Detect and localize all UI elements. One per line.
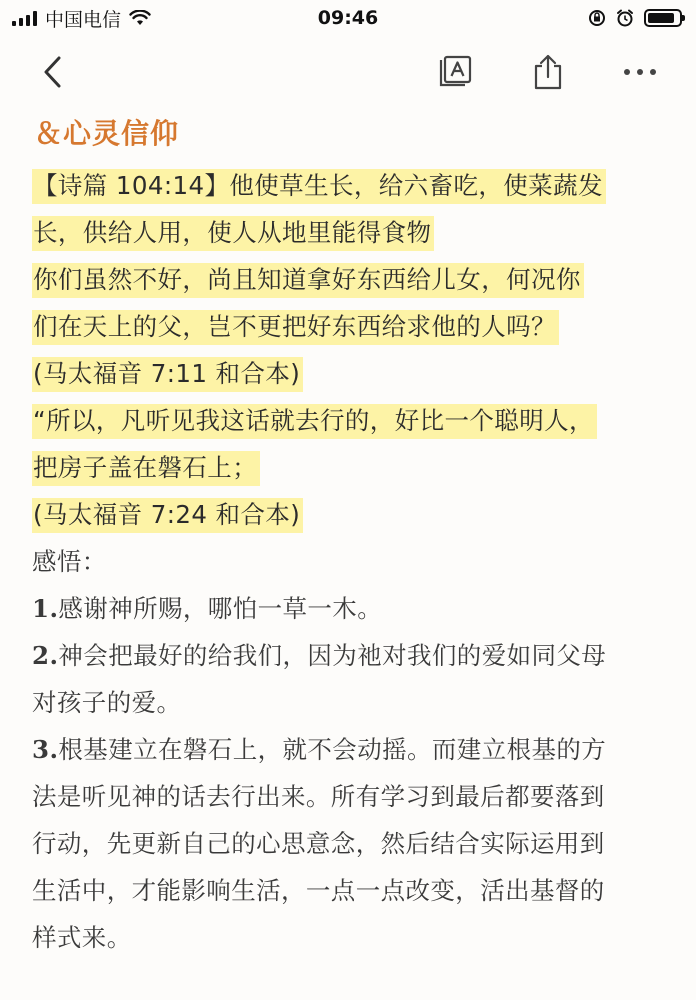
insight-label: 感悟： xyxy=(32,547,107,576)
translate-icon xyxy=(437,54,473,90)
scripture-reference-text: (马太福音 7:24 和合本) xyxy=(32,498,303,533)
point-text: 行动，先更新自己的心思意念，然后结合实际运用到 xyxy=(32,829,605,858)
scripture-line xyxy=(32,162,672,209)
battery-level-fill xyxy=(648,13,674,23)
point-text: 对孩子的爱。 xyxy=(32,688,182,717)
share-button[interactable] xyxy=(526,50,570,94)
more-icon xyxy=(622,67,658,77)
signal-icon xyxy=(12,10,37,26)
status-bar xyxy=(0,0,696,36)
insight-line xyxy=(32,632,672,679)
scripture-line xyxy=(32,397,672,444)
back-button[interactable] xyxy=(30,50,74,94)
insight-line xyxy=(32,585,672,632)
point-number: 3. xyxy=(32,735,59,764)
point-text: 感谢神所赐，哪怕一草一木。 xyxy=(58,594,383,623)
point-number: 1. xyxy=(32,594,59,623)
scripture-reference xyxy=(32,491,672,538)
scripture-line xyxy=(32,209,672,256)
point-text: 样式来。 xyxy=(32,923,132,952)
insight-line xyxy=(32,773,672,820)
scripture-line-text: 你们虽然不好，尚且知道拿好东西给儿女，何况你 xyxy=(32,263,584,298)
point-text: 神会把最好的给我们，因为祂对我们的爱如同父母 xyxy=(58,641,607,670)
insight-line xyxy=(32,820,672,867)
nav-bar xyxy=(0,40,696,102)
clock: 09:46 xyxy=(317,7,379,29)
translate-button[interactable] xyxy=(433,50,477,94)
point-text: 法是听见神的话去行出来。所有学习到最后都要落到 xyxy=(32,782,605,811)
scripture-reference xyxy=(32,350,672,397)
scripture-line xyxy=(32,303,672,350)
more-button[interactable] xyxy=(618,50,662,94)
wifi-icon xyxy=(129,10,151,26)
point-text: 生活中，才能影响生活，一点一点改变，活出基督的 xyxy=(32,876,605,905)
insight-line xyxy=(32,726,672,773)
scripture-reference-text: (马太福音 7:11 和合本) xyxy=(32,357,303,392)
point-text: 根基建立在磐石上，就不会动摇。而建立根基的方 xyxy=(58,735,607,764)
insight-line xyxy=(32,679,672,726)
rotation-lock-icon xyxy=(588,9,606,27)
battery-icon xyxy=(644,9,682,27)
scripture-line-text: 把房子盖在磐石上； xyxy=(32,451,260,486)
insight-line xyxy=(32,914,672,961)
point-number: 2. xyxy=(32,641,59,670)
scripture-line-text: “所以，凡听见我这话就去行的，好比一个聪明人， xyxy=(32,404,597,439)
carrier-label: 中国电信 xyxy=(45,8,122,31)
scripture-line xyxy=(32,444,672,491)
insight-points xyxy=(32,585,672,961)
scripture-line-text: 长，供给人用，使人从地里能得食物 xyxy=(32,216,434,251)
share-icon xyxy=(532,53,564,91)
alarm-icon xyxy=(616,9,634,27)
back-icon xyxy=(42,55,62,89)
insight-line xyxy=(32,867,672,914)
section-heading: ＆心灵信仰 xyxy=(34,117,180,150)
scripture-line xyxy=(32,256,672,303)
scripture-line-text: 们在天上的父，岂不更把好东西给求他的人吗？ xyxy=(32,310,559,345)
highlighted-scripture xyxy=(32,162,672,538)
scripture-line-text: 【诗篇 104:14】他使草生长，给六畜吃，使菜蔬发 xyxy=(32,169,606,204)
article-body xyxy=(32,110,672,961)
